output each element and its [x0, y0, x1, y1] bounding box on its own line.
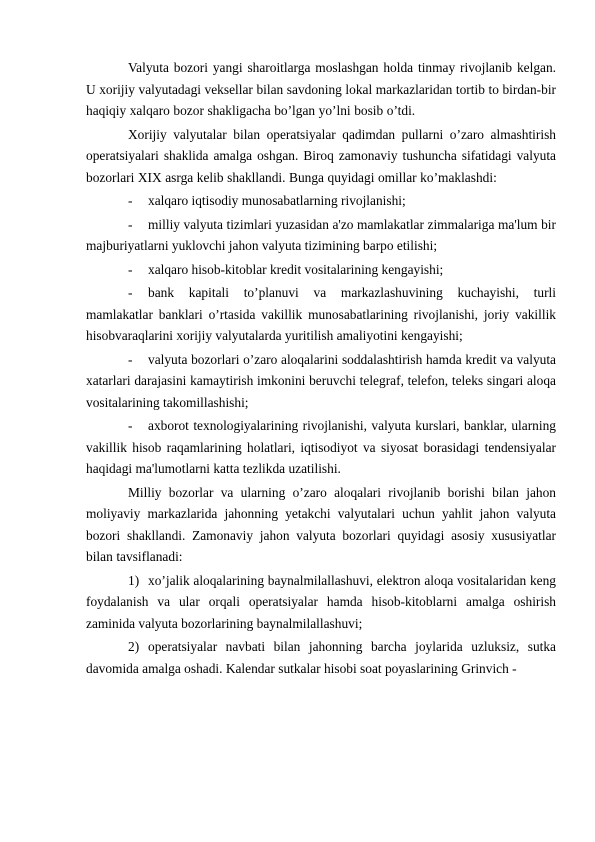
list-item-2	[86, 214, 556, 257]
document-body	[86, 57, 556, 681]
dash-marker: -	[128, 351, 133, 367]
list-item-text: axborot texnologiyalarining rivojlanishi, valyuta kurslari, banklar, ularning vakillik hisob raqamlarining holatlari, iqtisodiyot va siyosat borasidagi tendensiyalar haqidagi ma'lumotlarni katta tezlikda uzatilishi.	[86, 418, 556, 476]
dash-marker: -	[128, 418, 133, 433]
list-item-text: valyuta bozorlari o’zaro aloqalarini soddalashtirish hamda kredit va valyuta xatarlari darajasini kamaytirish imkonini beruvchi telegraf, telefon, teleks singari aloqa vositalarining takomillashishi;	[86, 351, 556, 410]
numbered-item-1	[86, 570, 556, 635]
list-item-text: bank kapitali to’planuvi va markazlashuvining kuchayishi, turli mamlakatlar banklari o’rtasida vakillik munosabatlarining rivojlanishi, joriy vakillik hisobvaraqlarini xorijiy valyutalarda yuritilish amaliyotini kengayishi;	[86, 285, 556, 343]
list-item-text: xalqaro hisob-kitoblar kredit vositalarining kengayishi;	[148, 261, 444, 277]
list-item-6	[86, 415, 556, 480]
dash-marker: -	[128, 285, 133, 300]
list-item-text: xalqaro iqtisodiy munosabatlarning rivojlanishi;	[148, 193, 406, 208]
number-marker: 2)	[128, 639, 140, 654]
numbered-item-text: operatsiyalar navbati bilan jahonning barcha joylarida uzluksiz, sutka davomida amalga oshadi. Kalendar sutkalar hisobi soat poyaslarining Grinvich -	[86, 639, 556, 676]
list-item-5	[86, 349, 556, 414]
paragraph-3: Milliy bozorlar va ularning o’zaro aloqalari rivojlanib borishi bilan jahon moliyaviy markazlarida jahonning yetakchi valyutalari uchun yahlit jahon valyuta bozori shakllandi. Zamonaviy jahon valyuta bozorlari quyidagi asosiy xususiyatlar bilan tavsiflanadi:	[86, 484, 556, 564]
dash-marker: -	[128, 216, 133, 232]
numbered-item-2	[86, 636, 556, 679]
dash-marker: -	[128, 261, 133, 277]
dash-marker: -	[128, 193, 133, 208]
number-marker: 1)	[128, 572, 140, 588]
list-item-text: milliy valyuta tizimlari yuzasidan a'zo mamlakatlar zimmalariga ma'lum bir majburiyatlarni yuklovchi jahon valyuta tizimining barpo etilishi;	[86, 216, 556, 253]
numbered-item-text: xo’jalik aloqalarining baynalmilallashuvi, elektron aloqa vositalaridan keng foydalanish va ular orqali operatsiyalar hamda hisob-kitoblarni amalga oshirish zaminida valyuta bozorlarining baynalmilallashuvi;	[86, 572, 556, 631]
list-item-3	[86, 259, 556, 281]
list-item-1	[86, 190, 556, 212]
paragraph-2: Xorijiy valyutalar bilan operatsiyalar qadimdan pullarni o’zaro almashtirish operatsiyalari shaklida amalga oshgan. Biroq zamonaviy tushuncha sifatidagi valyuta bozorlari XIX asrga kelib shakllandi. Bunga quyidagi omillar ko’maklashdi:	[86, 126, 556, 185]
list-item-4	[86, 282, 556, 347]
paragraph-1: Valyuta bozori yangi sharoitlarga moslashgan holda tinmay rivojlanib kelgan. U xorijiy valyutadagi veksellar bilan savdoning lokal markazlaridan tortib to birdan-bir haqiqiy xalqaro bozor shakligacha bo’lgan yo’lni bosib o’tdi.	[86, 60, 556, 118]
